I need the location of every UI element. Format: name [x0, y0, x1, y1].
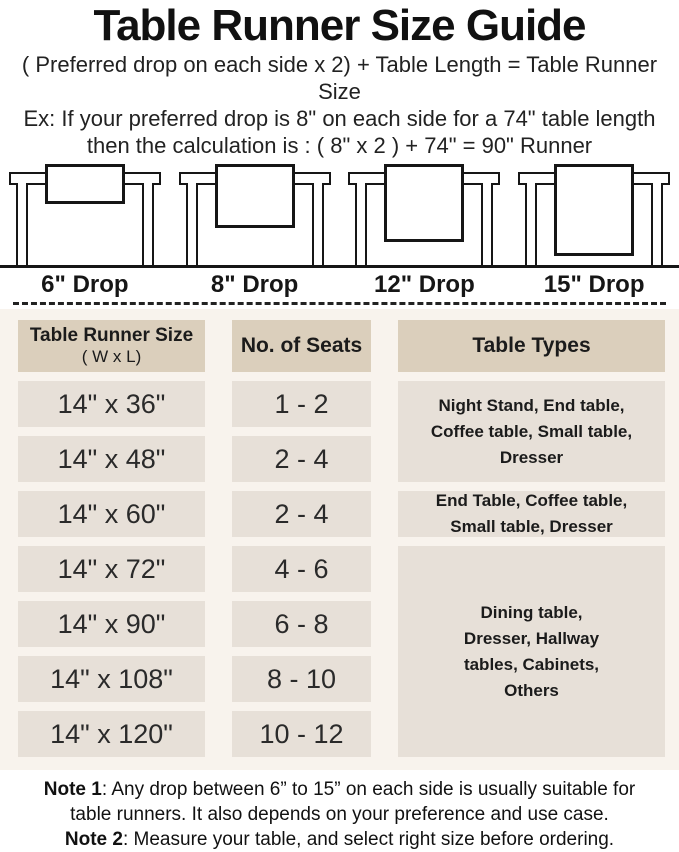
table-leg-right	[481, 183, 493, 265]
header-table-types-label: Table Types	[472, 334, 591, 357]
formula-text: ( Preferred drop on each side x 2) + Table Length = Table Runner Size	[21, 52, 658, 104]
seats-cell: 10 - 12	[232, 711, 371, 757]
runner-shape-12in	[384, 164, 464, 242]
size-cell: 14" x 36"	[18, 381, 205, 427]
drop-label-8in: 8" Drop	[210, 270, 299, 298]
drop-label-15in: 15" Drop	[543, 270, 645, 298]
header-runner-size-subtitle: ( W x L)	[81, 347, 142, 366]
drop-labels-row	[0, 268, 679, 301]
size-cell: 14" x 72"	[18, 546, 205, 592]
drop-label-6in: 6" Drop	[41, 270, 129, 298]
size-cell: 14" x 90"	[18, 601, 205, 647]
example-line-2: then the calculation is : ( 8" x 2 ) + 74" = 90" Runner	[86, 133, 593, 158]
table-leg-right	[312, 183, 324, 265]
runner-shape-8in	[215, 164, 295, 228]
table-illustration-6in-drop	[0, 162, 170, 265]
table-leg-left	[16, 183, 28, 265]
dashed-divider	[13, 302, 666, 305]
size-cell: 14" x 48"	[18, 436, 205, 482]
note-1-label: Note 1	[43, 779, 102, 800]
seats-cell: 2 - 4	[232, 491, 371, 537]
size-cell: 14" x 120"	[18, 711, 205, 757]
seats-cell: 1 - 2	[232, 381, 371, 427]
seats-cell: 4 - 6	[232, 546, 371, 592]
note-1-text: : Any drop between 6” to 15” on each side is usually suitable for	[101, 779, 636, 800]
table-leg-right	[651, 183, 663, 265]
table-leg-left	[525, 183, 537, 265]
note-2-text: : Measure your table, and select right size before ordering.	[122, 829, 615, 850]
seats-cell: 2 - 4	[232, 436, 371, 482]
table-leg-left	[355, 183, 367, 265]
page-header	[0, 0, 679, 159]
seats-cell: 6 - 8	[232, 601, 371, 647]
note-1-line-2	[0, 802, 679, 827]
table-types-group-small-text: Night Stand, End table, Coffee table, Small table, Dresser	[430, 395, 633, 467]
drop-illustrations	[0, 162, 679, 268]
table-illustration-8in-drop	[170, 162, 340, 265]
table-types-group-medium-text: End Table, Coffee table, Small table, Dresser	[435, 491, 628, 536]
table-illustration-12in-drop	[340, 162, 510, 265]
notes-section	[0, 770, 679, 852]
note-2-label: Note 2	[64, 829, 123, 850]
header-table-types	[398, 320, 665, 372]
size-cell: 14" x 60"	[18, 491, 205, 537]
note-1-text-continued: table runners. It also depends on your preference and use case.	[70, 804, 609, 825]
note-1-line-1	[0, 777, 679, 802]
size-guide-table	[0, 309, 679, 770]
table-types-group-medium	[398, 491, 665, 537]
header-runner-size-title: Table Runner Size	[29, 325, 194, 346]
table-leg-left	[186, 183, 198, 265]
runner-shape-6in	[45, 164, 125, 204]
size-cell: 14" x 108"	[18, 656, 205, 702]
table-types-group-large-text: Dining table, Dresser, Hallway tables, Cabinets, Others	[463, 602, 600, 700]
table-leg-right	[142, 183, 154, 265]
table-types-group-large	[398, 546, 665, 757]
example-line-1: Ex: If your preferred drop is 8" on each side for a 74" table length	[23, 106, 656, 131]
table-illustration-15in-drop	[509, 162, 679, 265]
seats-cell: 8 - 10	[232, 656, 371, 702]
note-2-line	[0, 827, 679, 852]
runner-shape-15in	[554, 164, 634, 256]
table-types-group-small	[398, 381, 665, 482]
drop-label-12in: 12" Drop	[374, 270, 475, 298]
header-runner-size	[18, 320, 205, 372]
header-no-of-seats	[232, 320, 371, 372]
header-no-of-seats-label: No. of Seats	[240, 334, 363, 357]
page-title: Table Runner Size Guide	[93, 1, 586, 50]
